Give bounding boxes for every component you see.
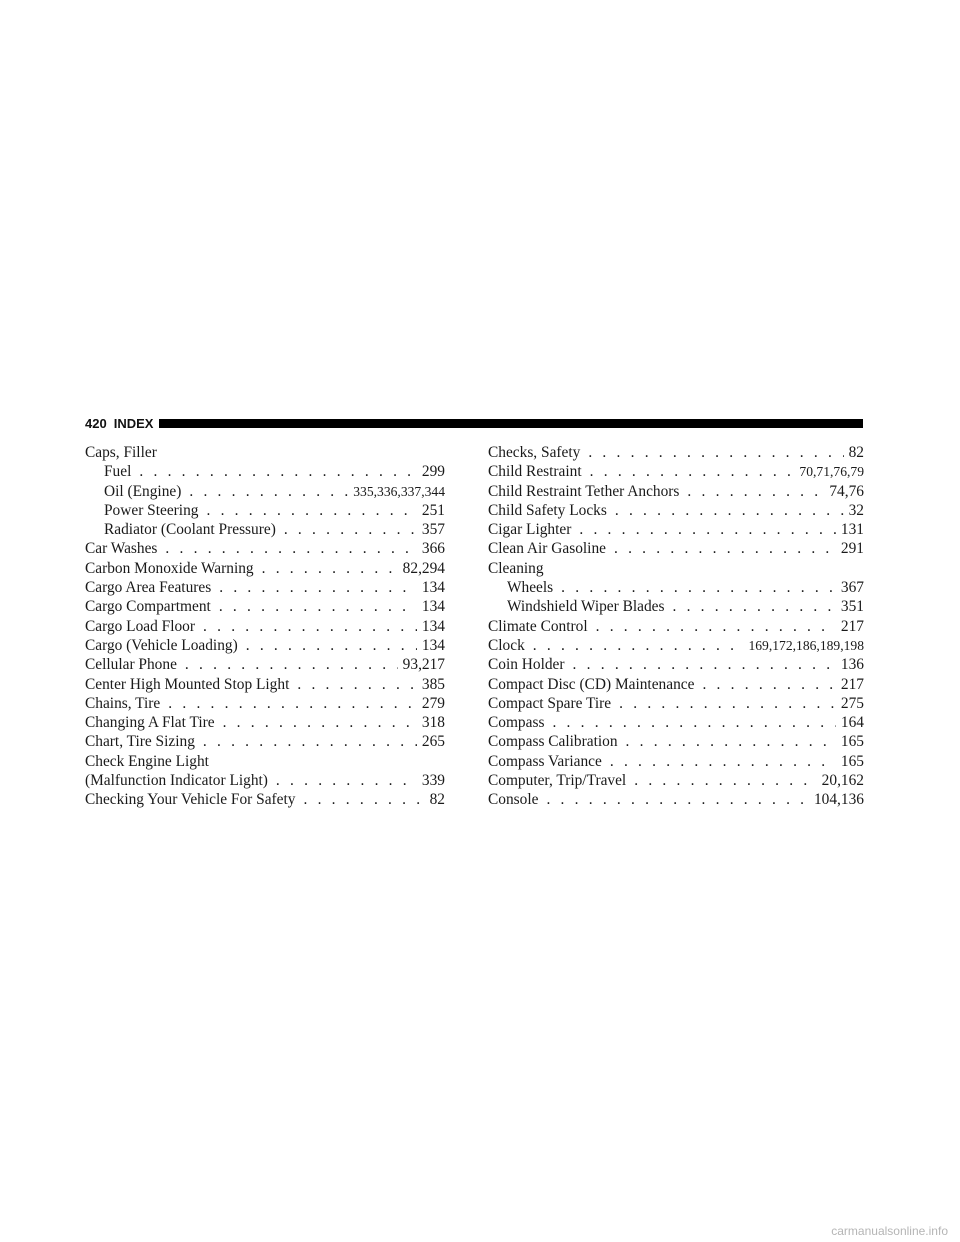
- entry-pages: 279: [421, 694, 445, 712]
- index-entry: [488, 559, 864, 578]
- entry-label: Power Steering: [104, 501, 199, 519]
- entry-label: Chart, Tire Sizing: [85, 733, 195, 751]
- index-entry: [85, 636, 445, 655]
- index-entry: [488, 694, 864, 713]
- header-rule: [159, 419, 863, 428]
- dot-leader: [284, 520, 417, 539]
- entry-label: Chains, Tire: [85, 694, 161, 712]
- entry-label: Windshield Wiper Blades: [507, 598, 665, 616]
- entry-label: Clock: [488, 636, 525, 654]
- entry-pages: 165: [840, 733, 864, 751]
- dot-leader: [546, 790, 809, 809]
- index-entry: [85, 520, 445, 539]
- entry-label: Cleaning: [488, 559, 544, 577]
- entry-label: Cargo Area Features: [85, 579, 212, 597]
- entry-pages: 70,71,76,79: [799, 464, 864, 480]
- index-entry: [488, 482, 864, 501]
- dot-leader: [672, 597, 835, 616]
- dot-leader: [206, 501, 416, 520]
- dot-leader: [634, 771, 816, 790]
- dot-leader: [246, 636, 417, 655]
- index-entry: [85, 539, 445, 558]
- entry-pages: 299: [421, 463, 445, 481]
- entry-pages: 251: [421, 501, 445, 519]
- index-entry: [488, 655, 864, 674]
- entry-pages: 82: [429, 791, 445, 809]
- dot-leader: [561, 578, 836, 597]
- entry-label: Climate Control: [488, 617, 588, 635]
- entry-pages: 351: [840, 598, 864, 616]
- entry-pages: 291: [840, 540, 864, 558]
- dot-leader: [614, 539, 836, 558]
- dot-leader: [610, 752, 836, 771]
- dot-leader: [223, 713, 417, 732]
- dot-leader: [615, 501, 844, 520]
- index-entry: [85, 578, 445, 597]
- entry-label: Center High Mounted Stop Light: [85, 675, 290, 693]
- entry-label: Car Washes: [85, 540, 158, 558]
- index-entry: [488, 713, 864, 732]
- index-entry: [488, 501, 864, 520]
- dot-leader: [552, 713, 835, 732]
- index-entry: [488, 617, 864, 636]
- dot-leader: [165, 539, 416, 558]
- entry-pages: 339: [421, 772, 445, 790]
- dot-leader: [588, 443, 843, 462]
- dot-leader: [590, 462, 795, 481]
- index-entry: [85, 790, 445, 809]
- dot-leader: [185, 655, 398, 674]
- index-entry: [488, 790, 864, 809]
- entry-pages: 275: [840, 694, 864, 712]
- entry-pages: 134: [421, 636, 445, 654]
- entry-pages: 366: [421, 540, 445, 558]
- entry-pages: 134: [421, 579, 445, 597]
- section-title: INDEX: [113, 415, 154, 431]
- entry-pages: 134: [421, 598, 445, 616]
- dot-leader: [687, 482, 824, 501]
- index-entry: [85, 559, 445, 578]
- entry-label: Carbon Monoxide Warning: [85, 559, 254, 577]
- index-entry: [85, 655, 445, 674]
- index-entry: [488, 771, 864, 790]
- dot-leader: [533, 636, 744, 655]
- index-entry: [85, 752, 445, 771]
- entry-pages: 217: [840, 675, 864, 693]
- index-entry: [85, 675, 445, 694]
- entry-label: Fuel: [104, 463, 132, 481]
- index-entry: [85, 482, 445, 501]
- entry-label: Computer, Trip/Travel: [488, 772, 627, 790]
- index-entry: [488, 520, 864, 539]
- index-entry: [488, 675, 864, 694]
- index-entry: [85, 694, 445, 713]
- entry-pages: 318: [421, 714, 445, 732]
- entry-label: Checking Your Vehicle For Safety: [85, 791, 296, 809]
- index-entry: [488, 636, 864, 655]
- entry-label: Cargo Compartment: [85, 598, 211, 616]
- index-entry: [488, 443, 864, 462]
- entry-pages: 74,76: [829, 482, 864, 500]
- dot-leader: [303, 790, 424, 809]
- entry-pages: 165: [840, 752, 864, 770]
- entry-pages: 357: [421, 521, 445, 539]
- dot-leader: [596, 617, 836, 636]
- dot-leader: [297, 675, 417, 694]
- index-entry: [85, 597, 445, 616]
- index-entry: [488, 752, 864, 771]
- dot-leader: [219, 597, 417, 616]
- index-entry: [488, 578, 864, 597]
- dot-leader: [189, 482, 348, 501]
- entry-label: Check Engine Light: [85, 752, 209, 770]
- page-header: [85, 413, 863, 433]
- entry-pages: 335,336,337,344: [353, 483, 445, 499]
- entry-label: Cigar Lighter: [488, 521, 572, 539]
- entry-pages: 164: [840, 714, 864, 732]
- index-entry: [85, 443, 445, 462]
- entry-label: Compact Disc (CD) Maintenance: [488, 675, 695, 693]
- entry-pages: 93,217: [402, 656, 445, 674]
- dot-leader: [139, 462, 417, 481]
- entry-label: Oil (Engine): [104, 482, 182, 500]
- entry-label: Compact Spare Tire: [488, 694, 612, 712]
- index-entry: [488, 462, 864, 481]
- entry-pages: 169,172,186,189,198: [748, 637, 864, 653]
- dot-leader: [619, 694, 836, 713]
- watermark: carmanualsonline.info: [831, 1224, 948, 1238]
- index-entry: [488, 597, 864, 616]
- index-entry: [85, 617, 445, 636]
- entry-label: Compass: [488, 714, 545, 732]
- entry-label: Coin Holder: [488, 656, 565, 674]
- dot-leader: [168, 694, 417, 713]
- dot-leader: [579, 520, 836, 539]
- entry-label: Changing A Flat Tire: [85, 714, 215, 732]
- entry-label: Radiator (Coolant Pressure): [104, 521, 276, 539]
- entry-pages: 217: [840, 617, 864, 635]
- entry-label: Wheels: [507, 579, 554, 597]
- index-entry: [85, 501, 445, 520]
- entry-label: Cellular Phone: [85, 656, 177, 674]
- entry-label: (Malfunction Indicator Light): [85, 772, 268, 790]
- page-number: 420: [85, 415, 107, 431]
- index-column-left: [85, 443, 445, 810]
- dot-leader: [262, 559, 398, 578]
- dot-leader: [203, 617, 417, 636]
- entry-label: Console: [488, 791, 539, 809]
- entry-pages: 136: [840, 656, 864, 674]
- entry-label: Cargo Load Floor: [85, 617, 196, 635]
- entry-pages: 32: [848, 501, 864, 519]
- index-entry: [488, 539, 864, 558]
- entry-pages: 104,136: [813, 791, 864, 809]
- index-entry: [85, 732, 445, 751]
- index-entry: [85, 713, 445, 732]
- dot-leader: [573, 655, 836, 674]
- entry-pages: 131: [840, 521, 864, 539]
- entry-label: Compass Calibration: [488, 733, 618, 751]
- entry-label: Child Safety Locks: [488, 501, 607, 519]
- dot-leader: [219, 578, 417, 597]
- entry-pages: 385: [421, 675, 445, 693]
- index-column-right: [488, 443, 864, 810]
- index-entry: [85, 462, 445, 481]
- dot-leader: [203, 732, 417, 751]
- index-entry: [488, 732, 864, 751]
- entry-label: Checks, Safety: [488, 444, 581, 461]
- entry-label: Caps, Filler: [85, 444, 157, 461]
- entry-pages: 134: [421, 617, 445, 635]
- entry-pages: 82,294: [402, 559, 445, 577]
- entry-label: Child Restraint: [488, 463, 582, 481]
- entry-pages: 20,162: [821, 772, 864, 790]
- entry-label: Cargo (Vehicle Loading): [85, 636, 238, 654]
- index-entry: [85, 771, 445, 790]
- entry-label: Child Restraint Tether Anchors: [488, 482, 680, 500]
- entry-label: Compass Variance: [488, 752, 602, 770]
- entry-pages: 82: [848, 444, 864, 461]
- entry-pages: 367: [840, 579, 864, 597]
- entry-label: Clean Air Gasoline: [488, 540, 606, 558]
- dot-leader: [276, 771, 417, 790]
- dot-leader: [702, 675, 835, 694]
- dot-leader: [626, 732, 836, 751]
- entry-pages: 265: [421, 733, 445, 751]
